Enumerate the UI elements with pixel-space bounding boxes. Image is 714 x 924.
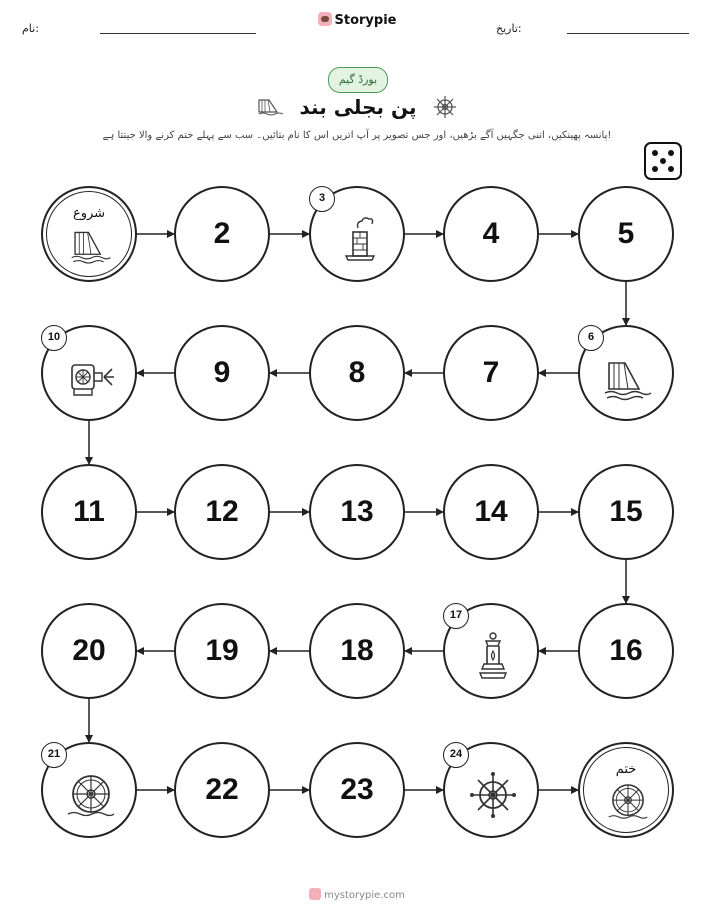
space-number: 14 [474, 495, 508, 528]
board-space-17 [443, 603, 539, 699]
board-space-8 [309, 325, 405, 421]
board-space-21 [41, 742, 137, 838]
footer [0, 888, 714, 901]
board-space-4 [443, 186, 539, 282]
board-space-19 [174, 603, 270, 699]
space-number: 12 [205, 495, 239, 528]
space-number-badge: 3 [309, 186, 335, 212]
waterwheel-icon [66, 770, 116, 820]
space-number: 11 [73, 495, 105, 528]
board-space-6 [578, 325, 674, 421]
turbine-icon [66, 353, 116, 403]
space-number: 22 [205, 773, 239, 806]
board-space-3 [309, 186, 405, 282]
space-number: 5 [617, 217, 635, 250]
board-space-2 [174, 186, 270, 282]
space-number: 8 [348, 356, 366, 389]
finish-label: ختم [615, 762, 637, 777]
board-space-14 [443, 464, 539, 560]
space-number-badge: 10 [41, 325, 67, 351]
board-space-24 [443, 742, 539, 838]
space-number: 15 [609, 495, 643, 528]
space-number: 20 [72, 634, 106, 667]
board-space-16 [578, 603, 674, 699]
board-space-22 [174, 742, 270, 838]
storypie-logo-icon [309, 888, 321, 900]
board-space-12 [174, 464, 270, 560]
space-number-badge: 6 [578, 325, 604, 351]
date-label: تاریخ: [496, 22, 522, 35]
board-space-15 [578, 464, 674, 560]
board-space-9 [174, 325, 270, 421]
ship-wheel-icon [468, 770, 518, 820]
board-game-badge: بورڈ گیم [328, 67, 388, 93]
footer-url[interactable]: mystorypie.com [324, 890, 405, 901]
space-number: 13 [340, 495, 374, 528]
space-number: 9 [213, 356, 231, 389]
start-space [41, 186, 137, 282]
space-number-badge: 17 [443, 603, 469, 629]
space-number: 4 [482, 217, 500, 250]
board-space-11 [41, 464, 137, 560]
board-space-23 [309, 742, 405, 838]
waterwheel-icon [607, 780, 649, 822]
lantern-icon [468, 631, 518, 681]
space-number: 16 [609, 634, 643, 667]
start-label: شروع [72, 206, 106, 221]
space-number-badge: 21 [41, 742, 67, 768]
space-number: 19 [205, 634, 239, 667]
board-space-13 [309, 464, 405, 560]
finish-space [578, 742, 674, 838]
dam-icon [70, 224, 112, 266]
board-space-7 [443, 325, 539, 421]
space-number: 23 [340, 773, 374, 806]
space-number: 2 [213, 217, 231, 250]
board-space-20 [41, 603, 137, 699]
space-number: 7 [482, 356, 500, 389]
brand-name: Storypie [334, 13, 397, 28]
space-number-badge: 24 [443, 742, 469, 768]
space-number: 18 [340, 634, 374, 667]
board-space-10 [41, 325, 137, 421]
chimney-icon [334, 214, 384, 264]
board-space-18 [309, 603, 405, 699]
board-space-5 [578, 186, 674, 282]
name-label: نام: [22, 22, 39, 35]
title-text: پن بجلی بند [299, 95, 417, 119]
instructions: پانسہ پھینکیں، اتنی جگہیں آگے بڑھیں، اور جس تصویر پر آپ اتریں اس کا نام بتائیں۔ سب سے پہلے ختم کرنے والا جیتتا ہے! [102, 130, 612, 141]
dam-icon [603, 353, 653, 403]
